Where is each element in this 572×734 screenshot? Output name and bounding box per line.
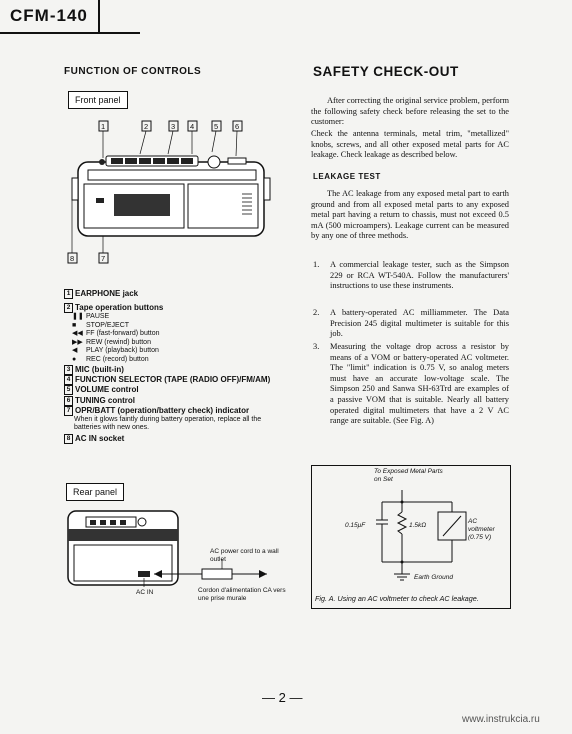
front-panel-label: Front panel [68,91,128,109]
callout-4: 4 [190,122,195,131]
list-item: A commercial leakage tester, such as the Simpson 229 or RCA WT-540A. Follow the manufacturers' instructions to use these instruments. [330,260,509,291]
callout-5: 5 [214,122,219,131]
rear-panel-label: Rear panel [66,483,124,501]
control-item: 4 FUNCTION SELECTOR (TAPE (RADIO OFF)/FM/AM) [64,375,289,385]
leakage-paragraph: The AC leakage from any exposed metal part to earth ground and from all exposed metal parts to any exposed metal part having a return to chassis, must not exceed 0.5 mA (500 microampers). Leakage current can be measured by any one of three methods. [311,189,509,241]
page-number: — 2 — [262,690,303,705]
callout-3: 3 [171,122,176,131]
figure-meter-label: AC voltmeter (0.75 V) [468,518,495,541]
front-panel-diagram [66,118,278,268]
control-item: 6 TUNING control [64,396,289,406]
function-of-controls-title: FUNCTION OF CONTROLS [64,66,202,77]
list-number: 3. [313,342,320,351]
watermark: www.instrukcia.ru [462,714,540,725]
tape-buttons-list: ❚❚ PAUSE ■ STOP/EJECT ◀◀ FF (fast-forward) button ▶▶ REW (rewind) button ◀ PLAY (playback) button ● REC (record) button [72,313,160,363]
figure-capacitor-label: 0.15μF [345,522,366,529]
ac-cord-en-label: AC power cord to a wall outlet [210,548,279,563]
control-item: 2 Tape operation buttons [64,303,289,313]
callout-8: 8 [70,254,75,263]
control-item: 3 MIC (built-in) [64,365,289,375]
safety-intro: After correcting the original service problem, perform the following safety check before releasing the set to the customer: [311,96,509,127]
leakage-test-title: LEAKAGE TEST [313,172,381,181]
header-rule [0,32,140,34]
callout-2: 2 [144,122,149,131]
ac-in-label: AC IN [136,589,154,596]
opr-note: When it glows faintly during battery operation, replace all the batteries with new ones. [74,415,262,432]
list-number: 1. [313,260,320,269]
list-item: A battery-operated AC milliammeter. The Data Precision 245 digital multimeter is suitable for this job. [330,308,509,339]
safety-check-title: SAFETY CHECK-OUT [313,64,459,79]
model-number: CFM-140 [10,6,88,25]
list-number: 2. [313,308,320,317]
callout-7: 7 [101,254,106,263]
control-item: 8 AC IN socket [64,434,289,444]
safety-intro-2: Check the antenna terminals, metal trim, "metallized" knobs, screws, and all other exposed metal parts for AC leakage. Check leakage as described below. [311,129,509,160]
callout-6: 6 [235,122,240,131]
figure-resistor-label: 1.5kΩ [409,522,427,529]
figure-caption: Fig. A. Using an AC voltmeter to check AC leakage. [315,594,479,603]
figure-to-metal-label: To Exposed Metal Parts on Set [374,468,443,483]
ac-cord-fr-label: Cordon d'alimentation CA vers une prise murale [198,587,286,602]
header-rule-vertical [98,0,100,34]
control-item: 7 OPR/BATT (operation/battery check) indicator [64,406,289,416]
controls-list [64,289,289,444]
callout-1: 1 [101,122,106,131]
control-item: 1 EARPHONE jack [64,289,289,299]
control-item: 5 VOLUME control [64,385,289,395]
control-num: 1 [64,289,73,299]
list-item: Measuring the voltage drop across a resistor by means of a VOM or battery-operated AC voltmeter. The "limit" indication is 0.75 V, so analog meters must have an accurate low-voltage scale. The Simpson 250 and Sanwa SH-63Trd are examples of a passive VOM that is suitable. Nearly all battery operated digital multimeters that have a 2 V AC range are suitable. (See Fig. A) [330,342,509,426]
figure-ground-label: Earth Ground [414,574,454,581]
